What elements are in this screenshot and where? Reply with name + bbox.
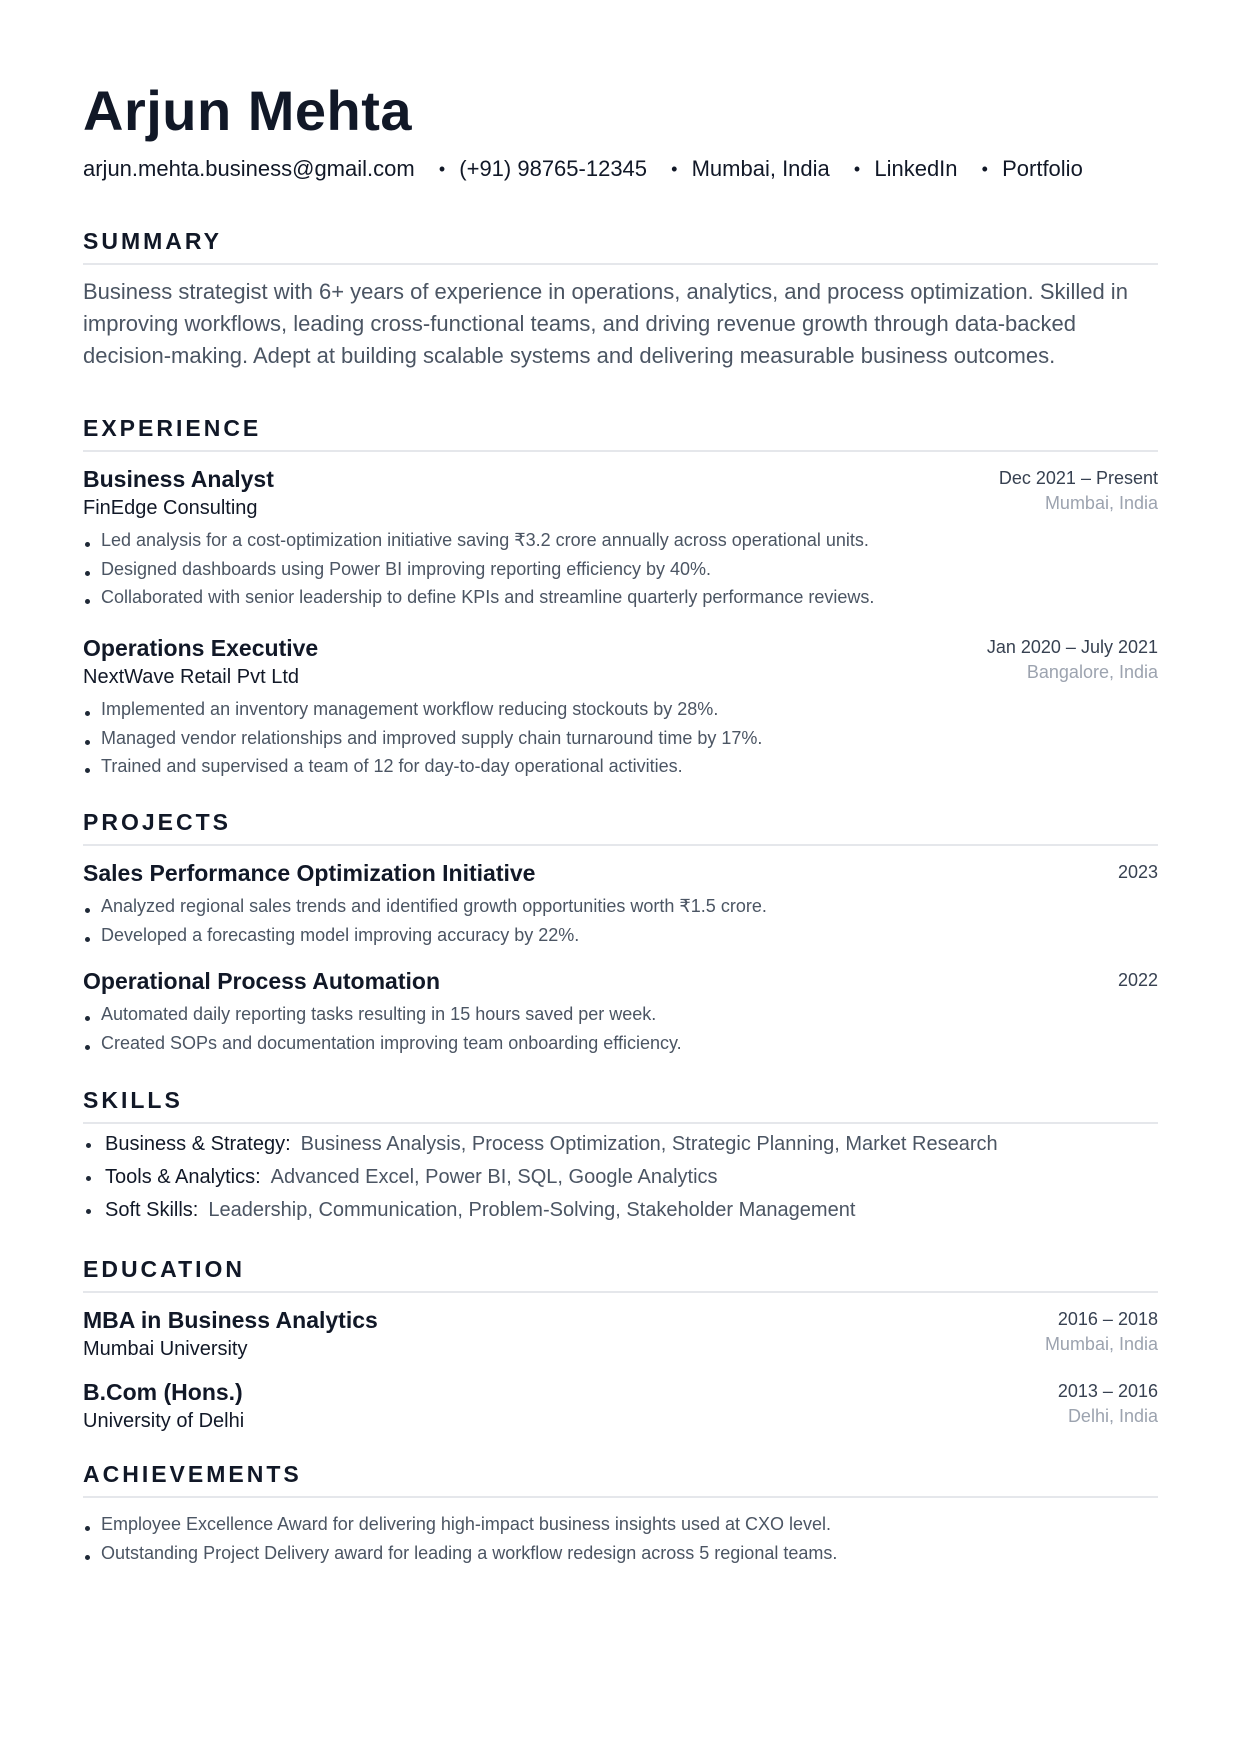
skill-row: [83, 1161, 1158, 1194]
projects-heading: PROJECTS: [83, 809, 1158, 846]
skill-category: Soft Skills:: [105, 1199, 199, 1221]
achievements-list: [83, 1510, 1158, 1567]
education-location: Delhi, India: [1067, 1406, 1158, 1426]
skill-values: Advanced Excel, Power BI, SQL, Google Analytics: [270, 1166, 718, 1188]
summary-heading: SUMMARY: [83, 228, 1158, 265]
list-item: Created SOPs and documentation improving team onboarding efficiency.: [83, 1029, 1158, 1058]
summary-text: Business strategist with 6+ years of experience in operations, analytics, and process optimization. Skilled in improving workflows, leading cross-functional teams, and driving revenue growth through data-backed decision-making. Adept at building scalable systems and delivering measurable business outcomes.: [83, 279, 1128, 368]
school-name: University of Delhi: [83, 1410, 245, 1432]
skill-values: Business Analysis, Process Optimization, Strategic Planning, Market Research: [300, 1133, 998, 1155]
degree-name: MBA in Business Analytics: [83, 1307, 378, 1333]
education-heading: EDUCATION: [83, 1256, 1158, 1293]
bullet-separator: •: [853, 159, 861, 179]
skills-list: [83, 1128, 1158, 1227]
company-name: NextWave Retail Pvt Ltd: [83, 666, 300, 688]
job-location: Mumbai, India: [1044, 493, 1158, 513]
project-year: 2022: [1117, 970, 1158, 990]
education-dates: 2016 – 2018: [1057, 1309, 1158, 1329]
school-name: Mumbai University: [83, 1338, 248, 1360]
candidate-name: Arjun Mehta: [83, 79, 413, 142]
contact-portfolio-link[interactable]: Portfolio: [1002, 156, 1083, 181]
experience-entry: [83, 464, 1158, 612]
bullet-separator: •: [671, 159, 678, 179]
list-item: Managed vendor relationships and improved supply chain turnaround time by 17%.: [83, 724, 1158, 753]
skill-category: Business & Strategy:: [105, 1133, 291, 1155]
list-item: Trained and supervised a team of 12 for day-to-day operational activities.: [83, 752, 1158, 781]
education-entry: [83, 1305, 1158, 1363]
project-bullets: [83, 892, 1158, 949]
contact-email[interactable]: arjun.mehta.business@gmail.com: [83, 156, 415, 181]
project-year: 2023: [1117, 862, 1158, 882]
list-item: Automated daily reporting tasks resulting in 15 hours saved per week.: [83, 1000, 1158, 1029]
list-item: Outstanding Project Delivery award for leading a workflow redesign across 5 regional teams.: [83, 1539, 1158, 1568]
list-item: Developed a forecasting model improving accuracy by 22%.: [83, 921, 1158, 950]
job-bullets: [83, 526, 1158, 612]
job-dates: Dec 2021 – Present: [998, 468, 1158, 488]
project-entry: [83, 966, 1158, 1057]
education-location: Mumbai, India: [1044, 1334, 1158, 1354]
bullet-separator: •: [438, 159, 446, 179]
list-item: Led analysis for a cost-optimization initiative saving ₹3.2 crore annually across operational units.: [83, 526, 1158, 555]
list-item: Employee Excellence Award for delivering high-impact business insights used at CXO level.: [83, 1510, 1158, 1539]
contact-phone[interactable]: (+91) 98765-12345: [459, 156, 648, 181]
project-bullets: [83, 1000, 1158, 1057]
project-entry: [83, 858, 1158, 949]
job-title: Operations Executive: [83, 635, 319, 661]
list-item: Collaborated with senior leadership to define KPIs and streamline quarterly performance reviews.: [83, 583, 1158, 612]
project-name: Operational Process Automation: [83, 968, 440, 994]
skills-heading: SKILLS: [83, 1087, 1158, 1124]
list-item: Designed dashboards using Power BI improving reporting efficiency by 40%.: [83, 555, 1158, 584]
skill-values: Leadership, Communication, Problem-Solving, Stakeholder Management: [208, 1199, 856, 1221]
achievements-heading: ACHIEVEMENTS: [83, 1461, 1158, 1498]
bullet-separator: •: [981, 159, 988, 179]
degree-name: B.Com (Hons.): [83, 1379, 243, 1405]
list-item: Implemented an inventory management workflow reducing stockouts by 28%.: [83, 695, 1158, 724]
job-bullets: [83, 695, 1158, 781]
education-dates: 2013 – 2016: [1057, 1381, 1158, 1401]
skill-category: Tools & Analytics:: [105, 1166, 261, 1188]
job-title: Business Analyst: [83, 466, 274, 492]
list-item: Analyzed regional sales trends and identified growth opportunities worth ₹1.5 crore.: [83, 892, 1158, 921]
achievements-entry: [83, 1510, 1158, 1567]
education-entry: [83, 1377, 1158, 1435]
contact-line: [83, 156, 1083, 182]
company-name: FinEdge Consulting: [83, 497, 258, 519]
job-location: Bangalore, India: [1026, 662, 1158, 682]
project-name: Sales Performance Optimization Initiative: [83, 860, 536, 886]
job-dates: Jan 2020 – July 2021: [986, 637, 1158, 657]
experience-heading: EXPERIENCE: [83, 415, 1158, 452]
contact-location: Mumbai, India: [691, 156, 830, 181]
experience-entry: [83, 633, 1158, 781]
skill-row: [83, 1194, 1158, 1227]
contact-linkedin-link[interactable]: LinkedIn: [874, 156, 958, 181]
skill-row: [83, 1128, 1158, 1161]
